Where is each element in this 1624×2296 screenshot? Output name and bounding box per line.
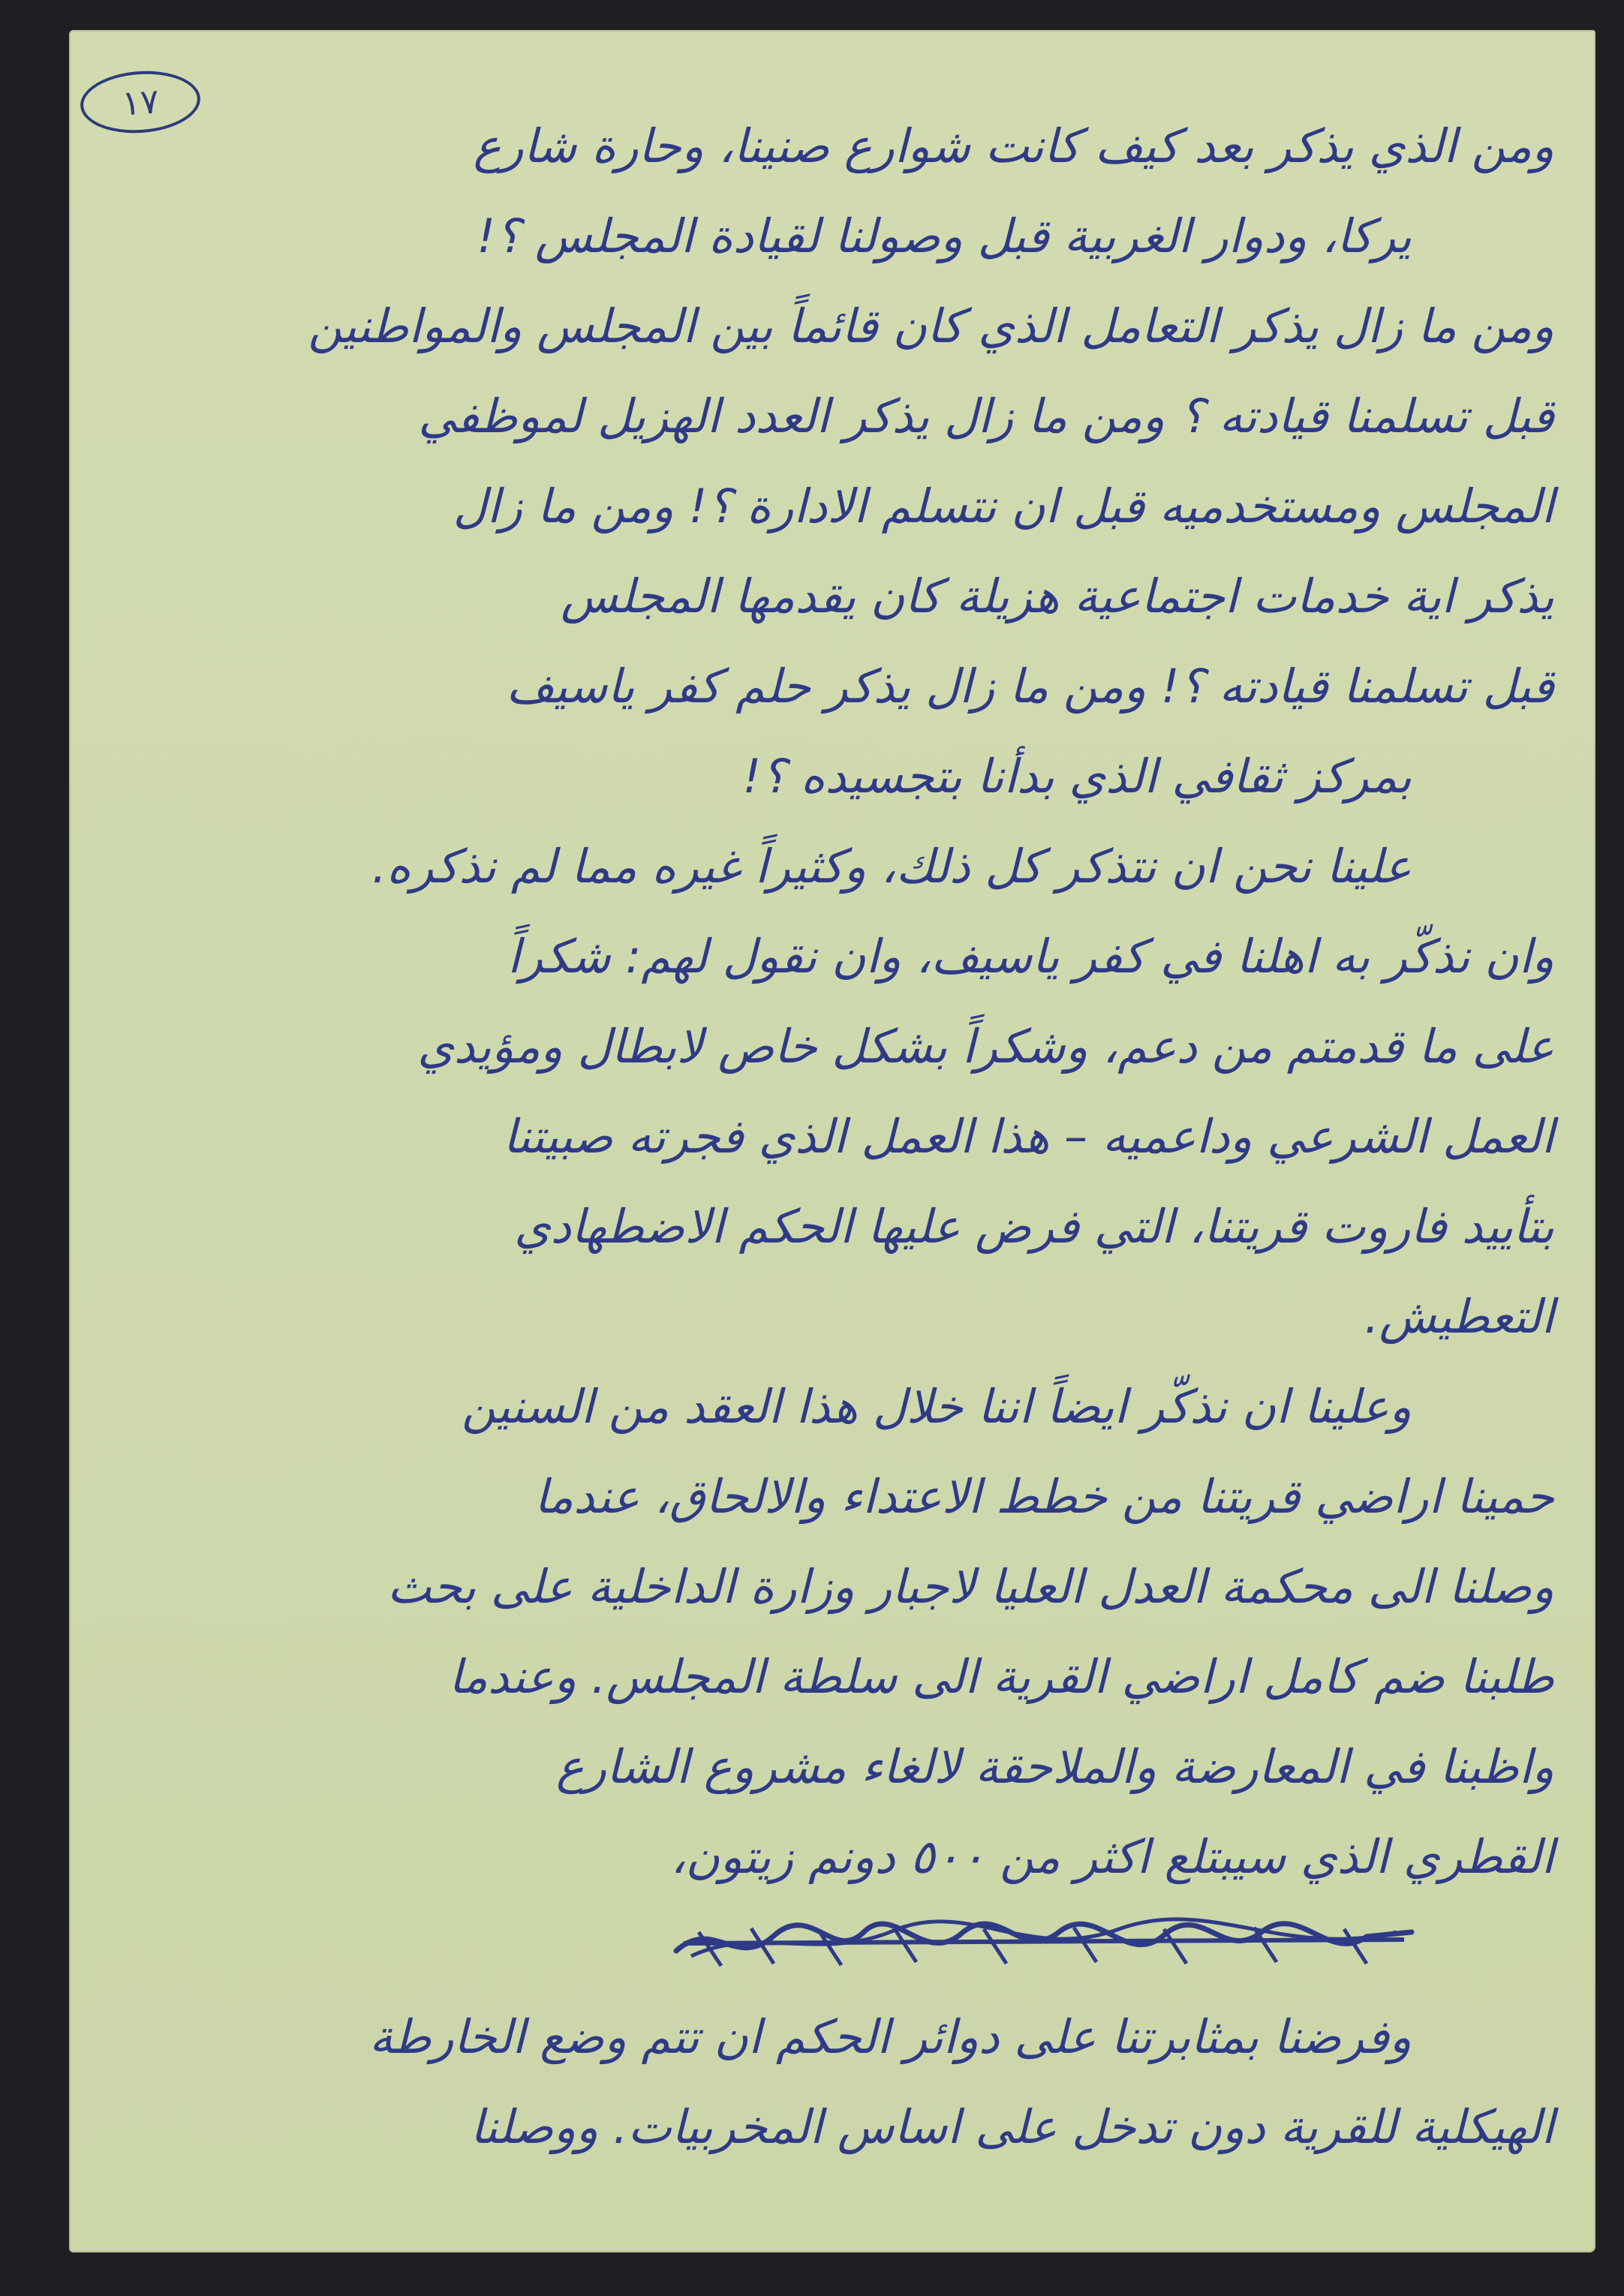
text-line: ومن ما زال يذكر التعامل الذي كان قائماً بين المجلس والمواطنين	[308, 299, 1554, 353]
page-number: ١٧	[78, 68, 202, 137]
text-line: ومن الذي يذكر بعد كيف كانت شوارع صنينا، وحارة شارع	[473, 119, 1554, 173]
text-line: وان نذكّر به اهلنا في كفر ياسيف، وان نقول لهم: شكراً	[507, 929, 1554, 984]
text-line: واظبنا في المعارضة والملاحقة لالغاء مشروع الشارع	[556, 1739, 1554, 1794]
text-line: علينا نحن ان نتذكر كل ذلك، وكثيراً غيره مما لم نذكره.	[371, 839, 1412, 894]
text-line: يذكر اية خدمات اجتماعية هزيلة كان يقدمها المجلس	[561, 569, 1554, 624]
text-line: الهيكلية للقرية دون تدخل على اساس المخربيات. ووصلنا	[470, 2099, 1554, 2154]
text-line: العمل الشرعي وداعميه – هذا العمل الذي فجرته صبيتنا	[503, 1109, 1554, 1164]
text-line: بمركز ثقافي الذي بدأنا بتجسيده ؟!	[742, 749, 1412, 804]
text-line: حمينا اراضي قريتنا من خطط الاعتداء والالحاق، عندما	[534, 1469, 1554, 1524]
text-line: وعلينا ان نذكّر ايضاً اننا خلال هذا العقد من السنين	[462, 1379, 1412, 1434]
text-line: وفرضنا بمثابرتنا على دوائر الحكم ان تتم وضع الخارطة	[369, 2009, 1412, 2064]
crossed-out-line	[114, 1902, 1554, 1992]
text-line: قبل تسلمنا قيادته ؟! ومن ما زال يذكر حلم كفر ياسيف	[506, 659, 1554, 714]
text-line: التعطيش.	[1364, 1289, 1554, 1344]
text-line: القطري الذي سيبتلع اكثر من ٥٠٠ دونم زيتون،	[670, 1829, 1554, 1884]
handwritten-text	[114, 101, 1554, 2172]
text-line: وصلنا الى محكمة العدل العليا لاجبار وزارة الداخلية على بحث	[387, 1559, 1554, 1614]
text-line: المجلس ومستخدميه قبل ان نتسلم الادارة ؟! ومن ما زال	[453, 479, 1554, 533]
text-line: قبل تسلمنا قيادته ؟ ومن ما زال يذكر العدد الهزيل لموظفي	[418, 389, 1554, 443]
text-line: بتأييد فاروت قريتنا، التي فرض عليها الحكم الاضطهادي	[514, 1199, 1554, 1254]
text-line: طلبنا ضم كامل اراضي القرية الى سلطة المجلس. وعندما	[448, 1649, 1554, 1704]
text-line: يركا، ودوار الغربية قبل وصولنا لقيادة المجلس ؟!	[477, 209, 1412, 263]
manuscript-page	[69, 30, 1595, 2252]
scribble-strikethrough-icon	[669, 1910, 1419, 1977]
text-line: على ما قدمتم من دعم، وشكراً بشكل خاص لابطال ومؤيدي	[417, 1019, 1554, 1074]
